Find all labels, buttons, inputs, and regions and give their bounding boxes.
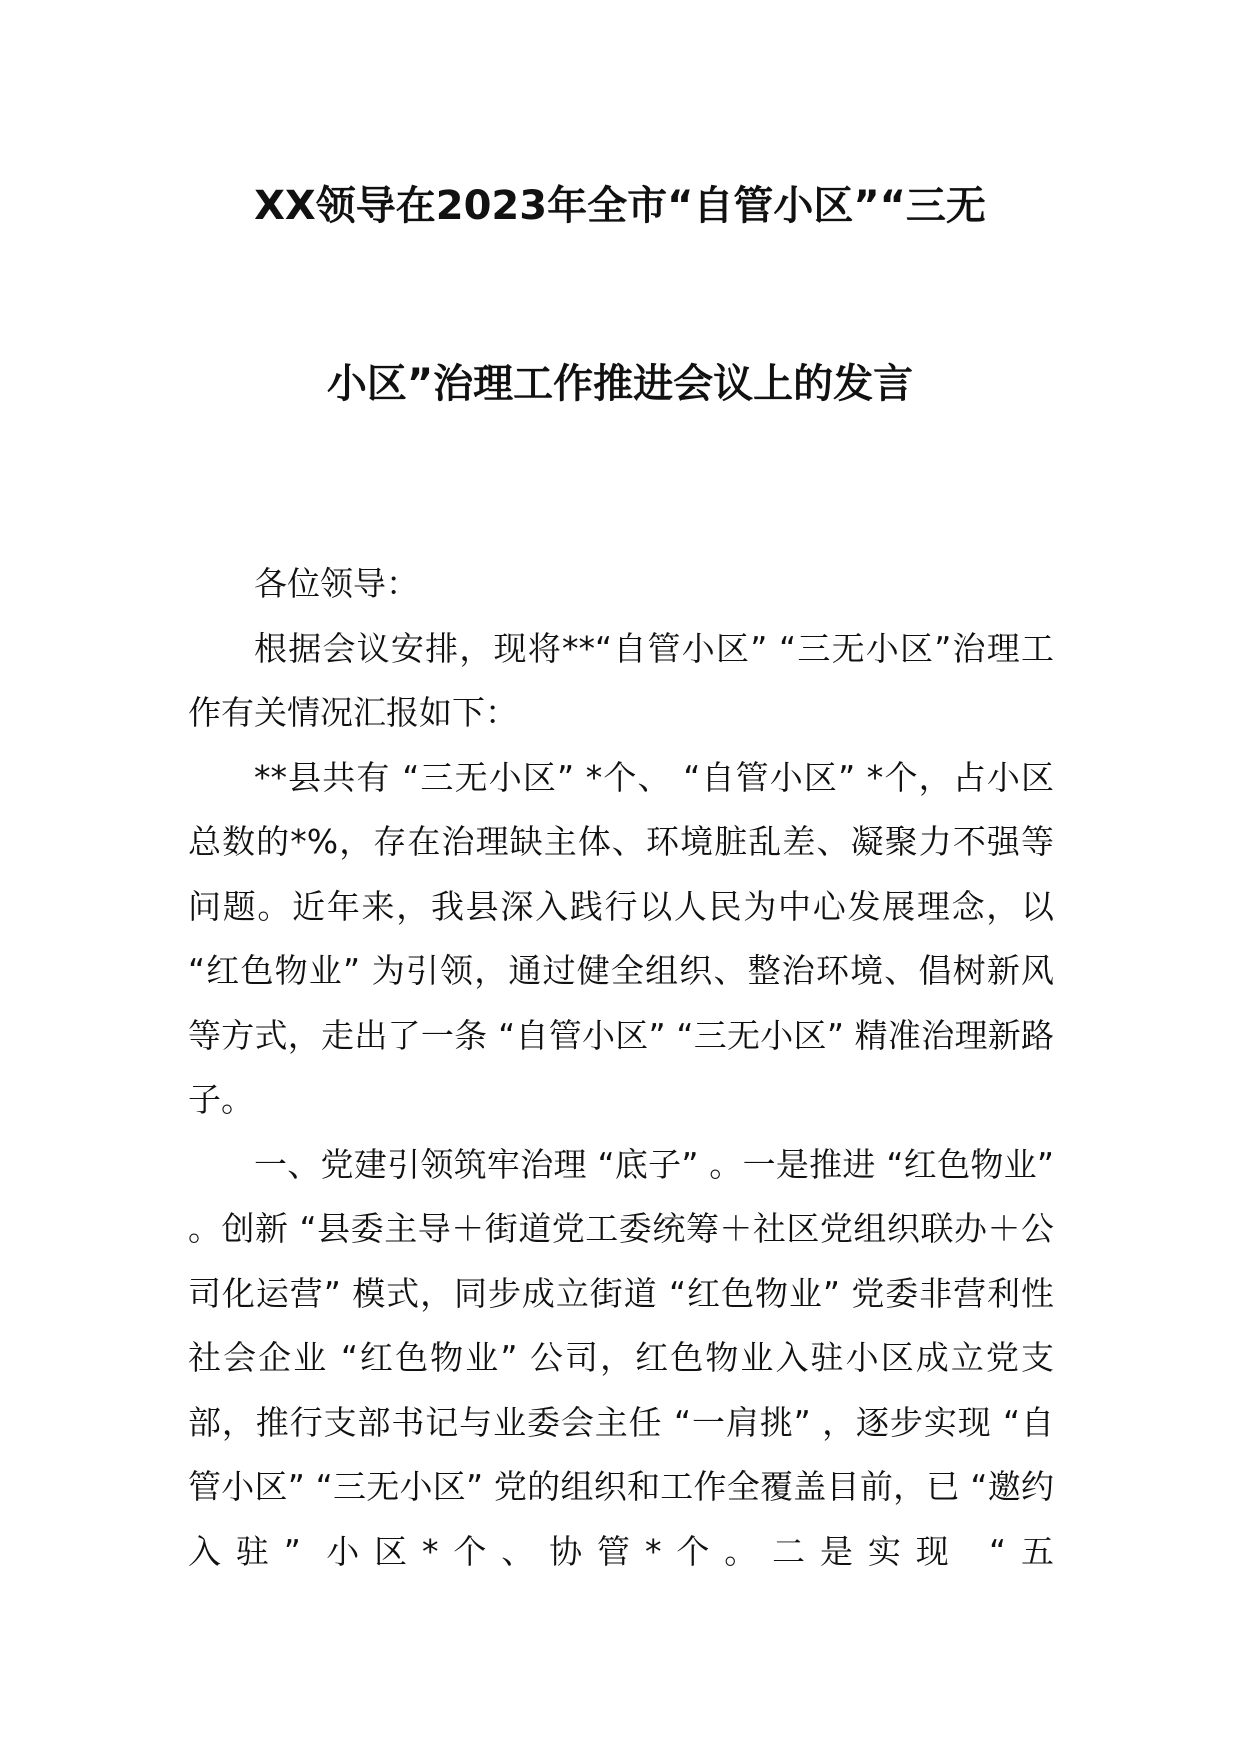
salutation: 各位领导： <box>254 564 419 603</box>
paragraph-section-one: 一、党建引领筑牢治理 “底子” 。一是推进 “红色物业” 。创新 “县委主导＋街道党工委统筹＋社区党组织联办＋公司化运营” 模式，同步成立街道 “红色物业” 党委非营利性社会企业 “红色物业” 公司，红色物业入驻小区成立党支部，推行支部书记与业委会主任 “一肩挑” ，逐步实现 “自管小区” “三无小区” 党的组织和工作全覆盖目前，已 “邀约入驻” 小区*个、协管*个。二是实现 “五 <box>188 1144 1054 1571</box>
paragraph-intro: 根据会议安排，现将**“自管小区” “三无小区”治理工作有关情况汇报如下： <box>188 628 1054 732</box>
paragraph-overview: **县共有 “三无小区” *个、 “自管小区” *个，占小区总数的*%，存在治理缺主体、环境脏乱差、凝聚力不强等问题。近年来，我县深入践行以人民为中心发展理念，以 “红色物业” 为引领，通过健全组织、整治环境、倡树新风等方式，走出了一条 “自管小区” “三无小区” 精准治理新路子。 <box>188 757 1054 1119</box>
document-title-line-2: 小区”治理工作推进会议上的发言 <box>326 361 914 407</box>
document-title-line-1: XX领导在2023年全市“自管小区”“三无 <box>254 183 986 229</box>
document-body <box>188 552 1054 1584</box>
